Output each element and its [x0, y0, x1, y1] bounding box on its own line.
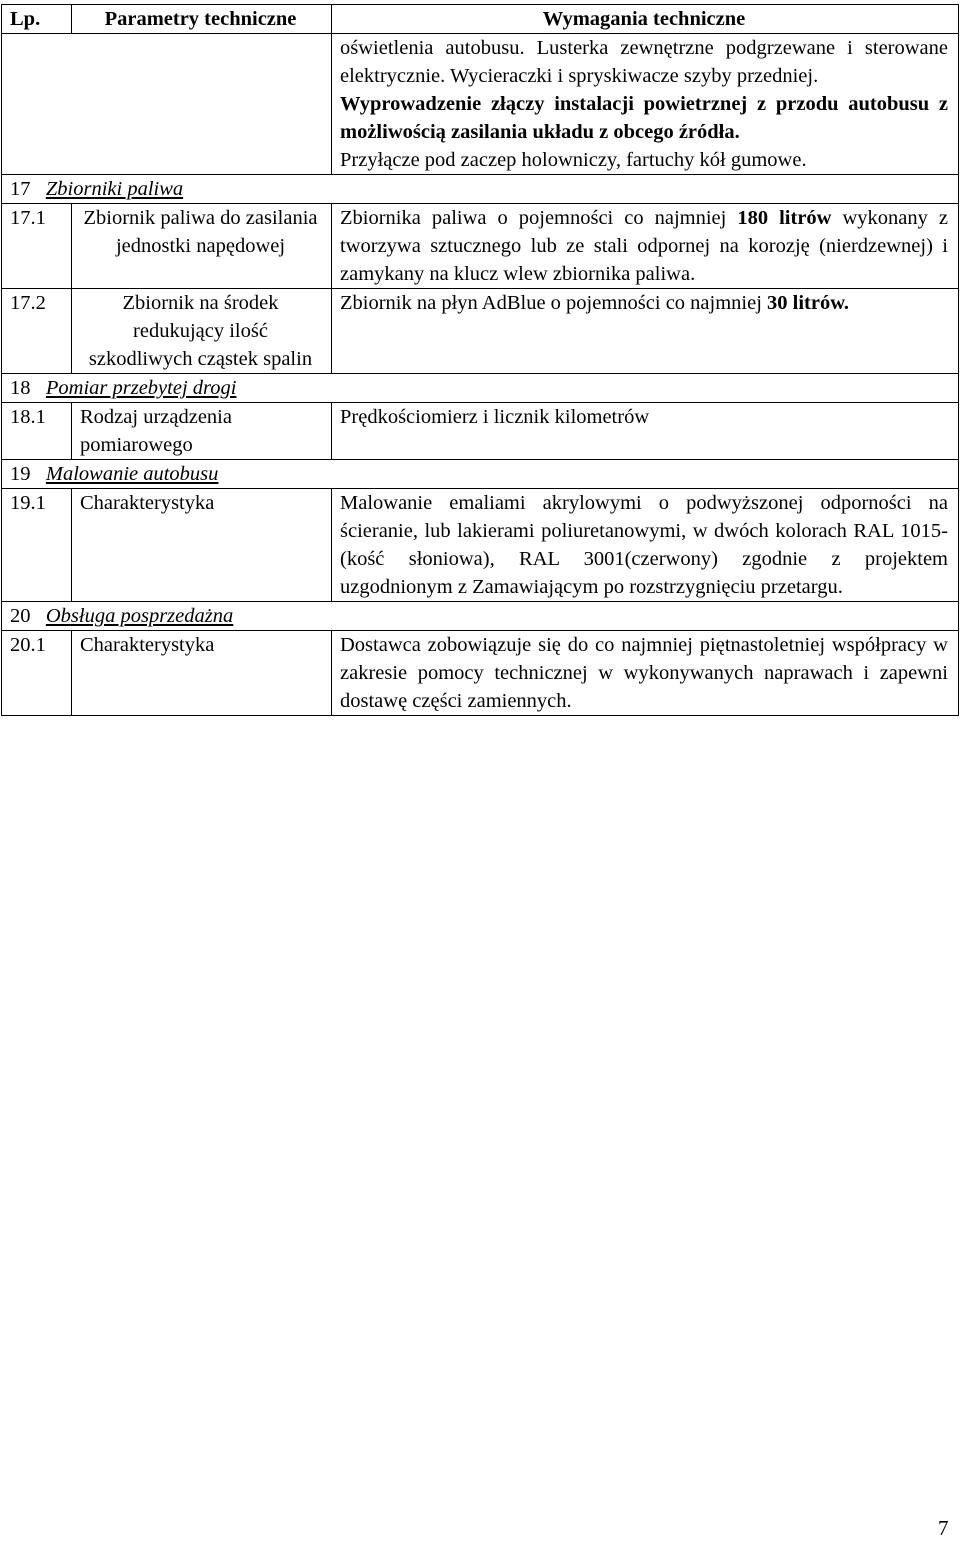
table-row-19-1	[2, 489, 959, 602]
continued-text-2: Wyprowadzenie złączy instalacji powietrznej z przodu autobusu z możliwością zasilania układu z obcego źródła.	[340, 93, 948, 143]
table-row-17-2	[2, 289, 959, 374]
row-number: 20.1	[2, 631, 72, 716]
continued-text-1: oświetlenia autobusu. Lusterka zewnętrzne podgrzewane i sterowane elektrycznie. Wycieraczki i spryskiwacze szyby przedniej.	[340, 37, 948, 87]
section-number: 20	[10, 605, 31, 627]
row-requirement: Dostawca zobowiązuje się do co najmniej piętnastoletniej współpracy w zakresie pomocy technicznej w wykonywanych naprawach i zapewni dostawę części zamiennych.	[332, 631, 959, 716]
col-header-lp: Lp.	[2, 5, 72, 34]
col-header-params: Parametry techniczne	[72, 5, 332, 34]
row-parameter: Charakterystyka	[72, 631, 332, 716]
row-number: 18.1	[2, 403, 72, 460]
table-row-20-1	[2, 631, 959, 716]
row-parameter: Zbiornik na środek redukujący ilość szkodliwych cząstek spalin	[72, 289, 332, 374]
spec-table	[1, 4, 959, 716]
row-parameter: Charakterystyka	[72, 489, 332, 602]
header-row	[2, 5, 959, 34]
row-number: 19.1	[2, 489, 72, 602]
section-row-20	[2, 602, 959, 631]
row-number: 17.1	[2, 204, 72, 289]
section-number: 19	[10, 463, 31, 485]
continued-text-3: Przyłącze pod zaczep holowniczy, fartuchy kół gumowe.	[340, 149, 807, 171]
row-requirement: Zbiornika paliwa o pojemności co najmniej 180 litrów wykonany z tworzywa sztucznego lub ze stali odpornej na korozję (nierdzewnej) i zamykany na klucz wlew zbiornika paliwa.	[332, 204, 959, 289]
section-row-18	[2, 374, 959, 403]
row-number: 17.2	[2, 289, 72, 374]
page-number: 7	[938, 1516, 949, 1540]
row-requirement: Malowanie emaliami akrylowymi o podwyższonej odporności na ścieranie, lub lakierami poliuretanowymi, w dwóch kolorach RAL 1015-(kość słoniowa), RAL 3001(czerwony) zgodnie z projektem uzgodnionym z Zamawiającym po rozstrzygnięciu przetargu.	[332, 489, 959, 602]
section-number: 17	[10, 178, 31, 200]
section-row-19	[2, 460, 959, 489]
table-row-continued	[2, 34, 959, 175]
continued-cell	[332, 34, 959, 175]
row-requirement: Zbiornik na płyn AdBlue o pojemności co najmniej 30 litrów.	[332, 289, 959, 374]
row-parameter: Zbiornik paliwa do zasilania jednostki napędowej	[72, 204, 332, 289]
section-title: Zbiorniki paliwa	[45, 178, 184, 200]
row-requirement: Prędkościomierz i licznik kilometrów	[332, 403, 959, 460]
section-row-17	[2, 175, 959, 204]
section-number: 18	[10, 377, 31, 399]
table-row-17-1	[2, 204, 959, 289]
section-title: Obsługa posprzedażna	[45, 605, 234, 627]
section-title: Pomiar przebytej drogi	[45, 377, 237, 399]
col-header-requirements: Wymagania techniczne	[332, 5, 959, 34]
table-row-18-1	[2, 403, 959, 460]
section-title: Malowanie autobusu	[45, 463, 219, 485]
row-parameter: Rodzaj urządzenia pomiarowego	[72, 403, 332, 460]
